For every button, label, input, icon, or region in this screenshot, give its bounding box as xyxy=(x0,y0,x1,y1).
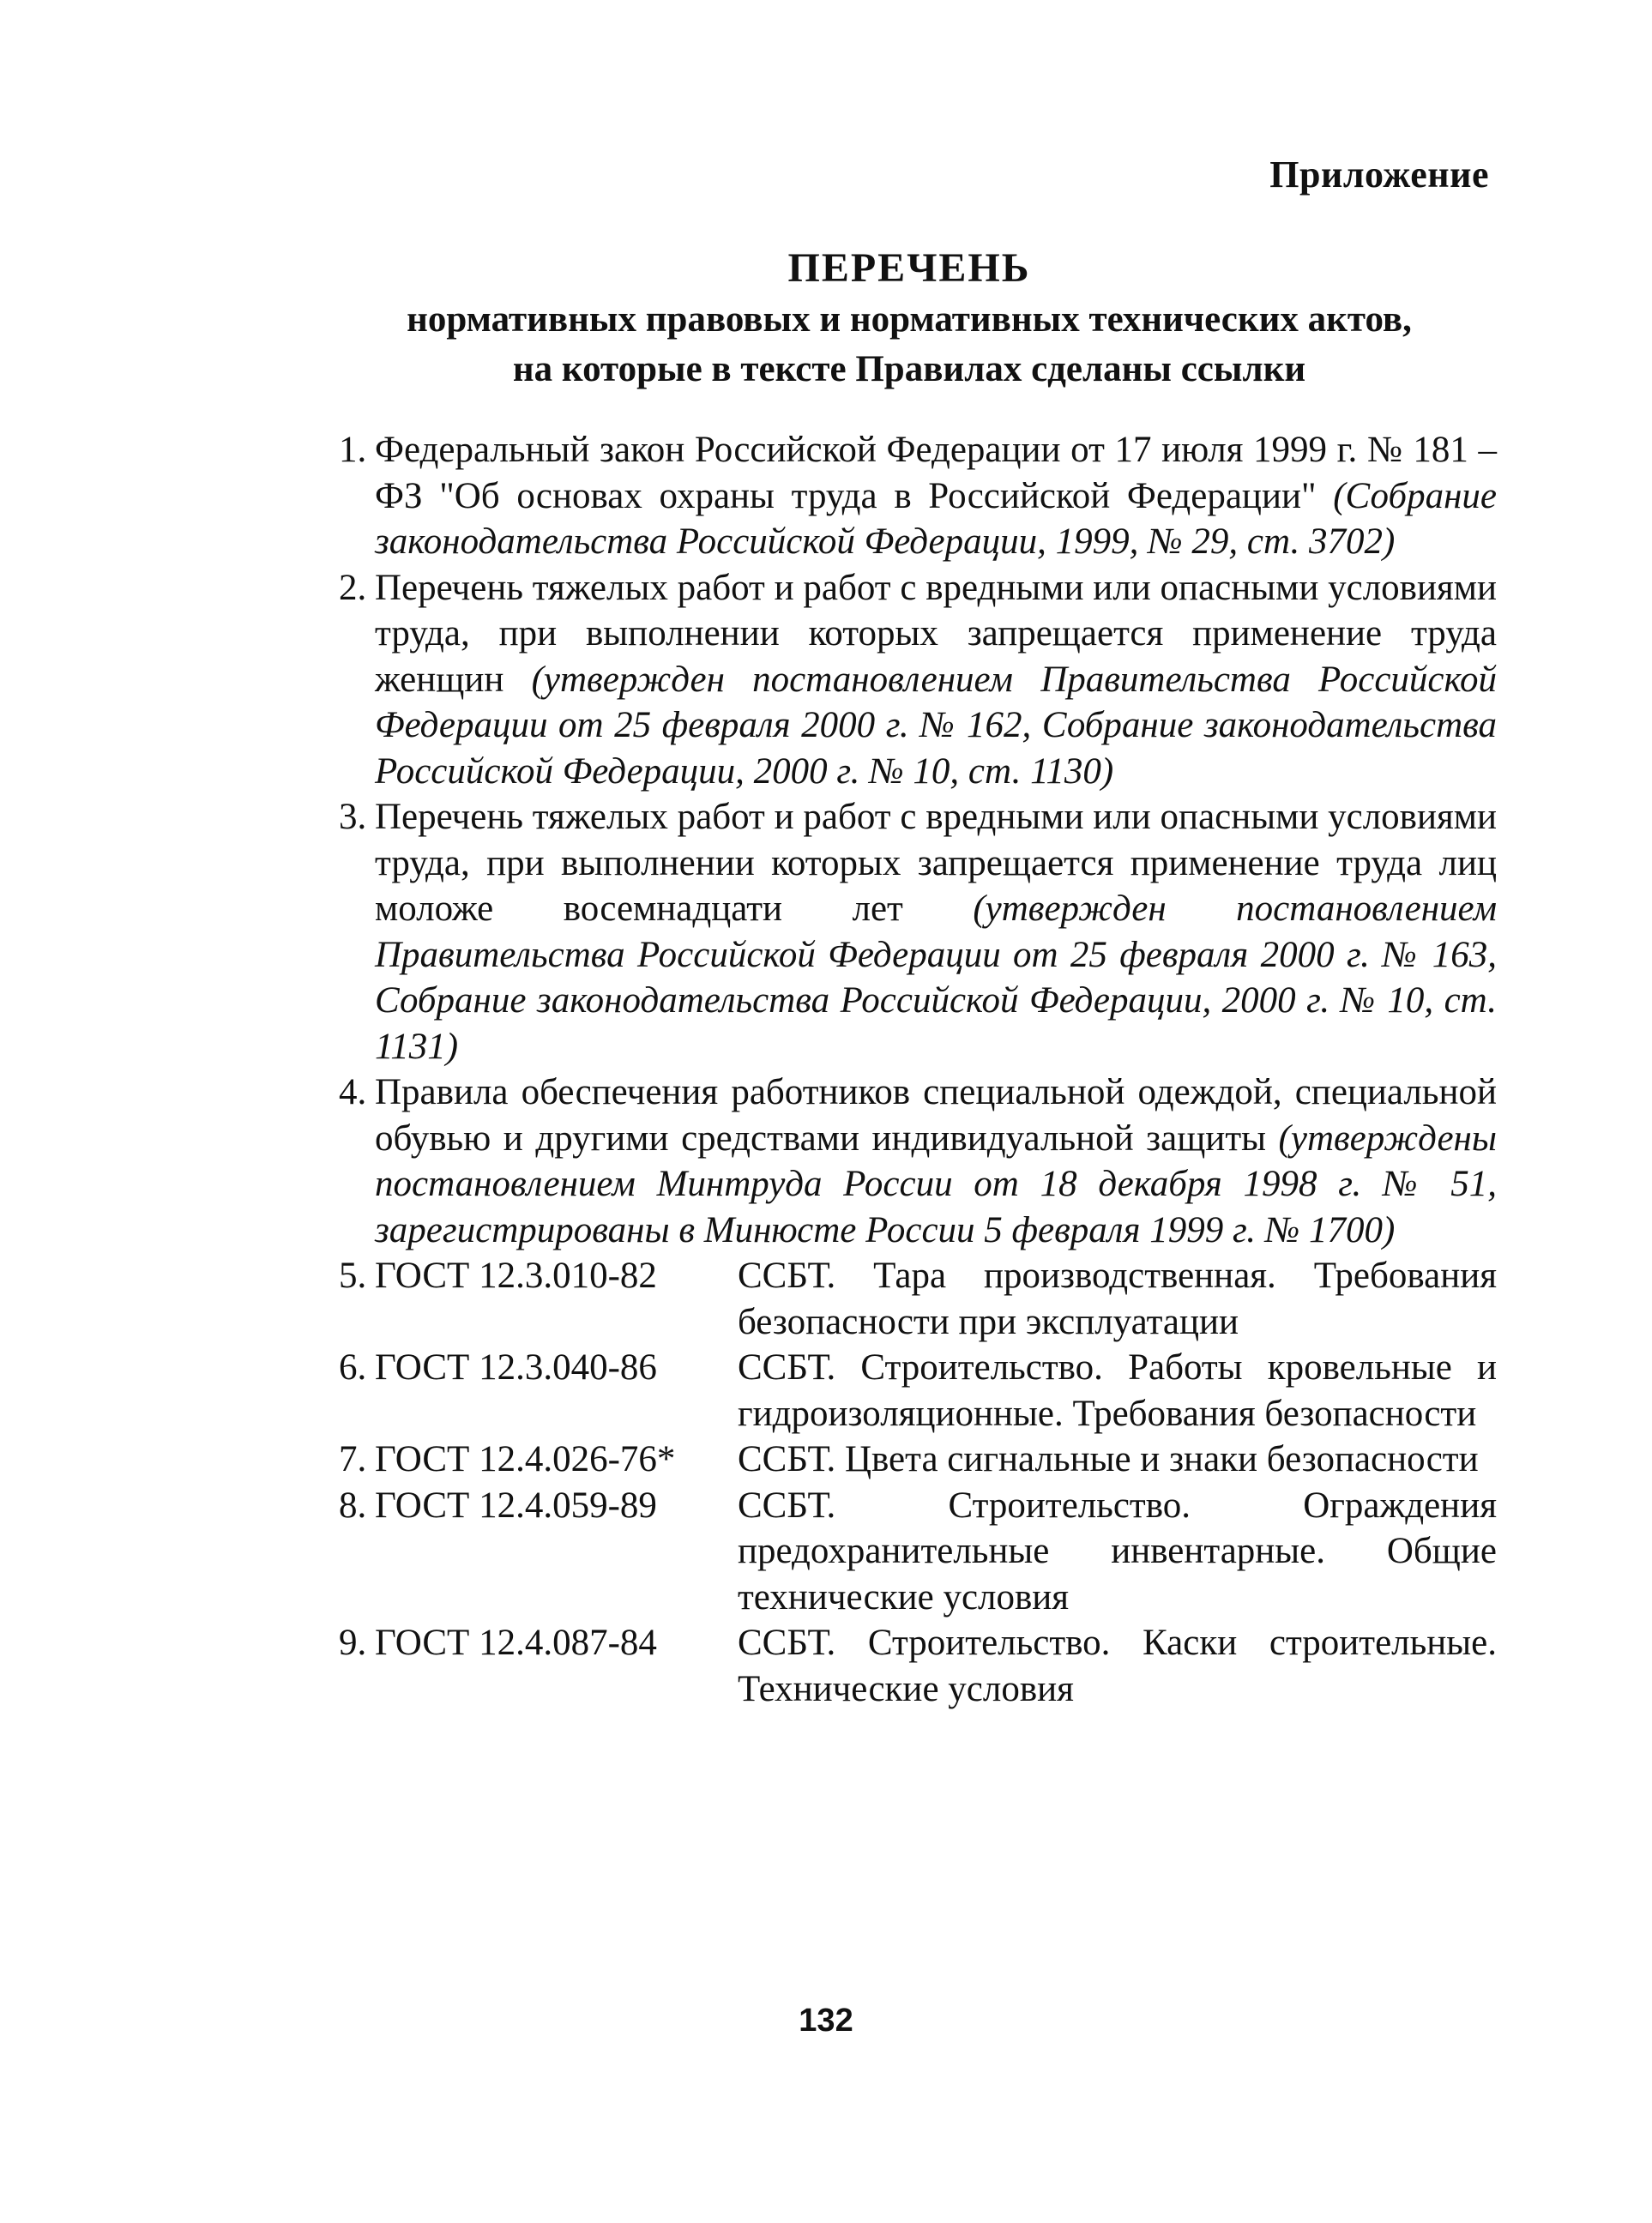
item-reference: (утвержден постановлением Правительства Российской Федерации от 25 февраля 2000 г. № 162, Собрание законодательства Российской Федерации, 2000 г. № 10, ст. 1130) xyxy=(375,659,1497,792)
gost-list-item xyxy=(339,1345,1497,1437)
gost-description: ССБТ. Цвета сигнальные и знаки безопасности xyxy=(738,1439,1479,1479)
gost-code: ГОСТ 12.4.059-89 xyxy=(375,1485,657,1526)
list-item xyxy=(339,1069,1497,1253)
gost-code: ГОСТ 12.4.026-76* xyxy=(375,1439,676,1479)
item-text: Федеральный закон Российской Федерации от 17 июля 1999 г. № 181 – ФЗ "Об основах охраны труда в Российской Федерации" xyxy=(375,430,1497,516)
gost-description: ССБТ. Тара производственная. Требования безопасности при эксплуатации xyxy=(738,1256,1497,1342)
gost-list-item xyxy=(339,1620,1497,1712)
list-item xyxy=(339,794,1497,1069)
gost-description: ССБТ. Строительство. Ограждения предохранительные инвентарные. Общие технические условия xyxy=(738,1485,1497,1618)
title-line-1: нормативных правовых и нормативных технических актов, xyxy=(407,299,1412,340)
list-item xyxy=(339,565,1497,795)
item-text: Правила обеспечения работников специальной одеждой, специальной обувью и другими средствами индивидуальной защиты xyxy=(375,1072,1497,1159)
gost-description: ССБТ. Строительство. Каски строительные. Технические условия xyxy=(738,1623,1497,1709)
item-text: Перечень тяжелых работ и работ с вредными или опасными условиями труда, при выполнении которых запрещается применение труда лиц моложе восемнадцати лет xyxy=(375,797,1497,929)
gost-code: ГОСТ 12.3.010-82 xyxy=(375,1256,657,1296)
item-reference: (Собрание законодательства Российской Федерации, 1999, № 29, ст. 3702) xyxy=(375,475,1497,562)
gost-code: ГОСТ 12.4.087-84 xyxy=(375,1623,657,1663)
item-number: 5. xyxy=(339,1256,367,1296)
item-number: 6. xyxy=(339,1347,367,1388)
document-title: ПЕРЕЧЕНЬ xyxy=(787,245,1031,291)
gost-description: ССБТ. Строительство. Работы кровельные и гидроизоляционные. Требования безопасности xyxy=(738,1347,1497,1434)
item-text: Перечень тяжелых работ и работ с вредными или опасными условиями труда, при выполнении которых запрещается применение труда женщин xyxy=(375,567,1497,700)
item-reference: (утверждены постановлением Минтруда России от 18 декабря 1998 г. № 51, зарегистрированы в Минюсте России 5 февраля 1999 г. № 1700) xyxy=(375,1118,1497,1250)
item-number: 3. xyxy=(339,797,367,837)
title-line-2: на которые в тексте Правилах сделаны ссылки xyxy=(512,349,1306,389)
item-number: 1. xyxy=(339,430,367,470)
item-number: 7. xyxy=(339,1439,367,1479)
gost-list-item xyxy=(339,1483,1497,1621)
references-list xyxy=(339,427,1497,1712)
item-number: 9. xyxy=(339,1623,367,1663)
item-number: 4. xyxy=(339,1072,367,1112)
page-number: 132 xyxy=(799,2003,853,2039)
appendix-label: Приложение xyxy=(1269,154,1489,196)
title-block xyxy=(326,242,1492,395)
item-number: 2. xyxy=(339,567,367,608)
list-item xyxy=(339,427,1497,565)
item-number: 8. xyxy=(339,1485,367,1526)
gost-list-item xyxy=(339,1437,1497,1483)
gost-list-item xyxy=(339,1253,1497,1345)
item-reference: (утвержден постановлением Правительства Российской Федерации от 25 февраля 2000 г. № 163, Собрание законодательства Российской Федерации, 2000 г. № 10, ст. 1131) xyxy=(375,889,1498,1067)
gost-code: ГОСТ 12.3.040-86 xyxy=(375,1347,657,1388)
